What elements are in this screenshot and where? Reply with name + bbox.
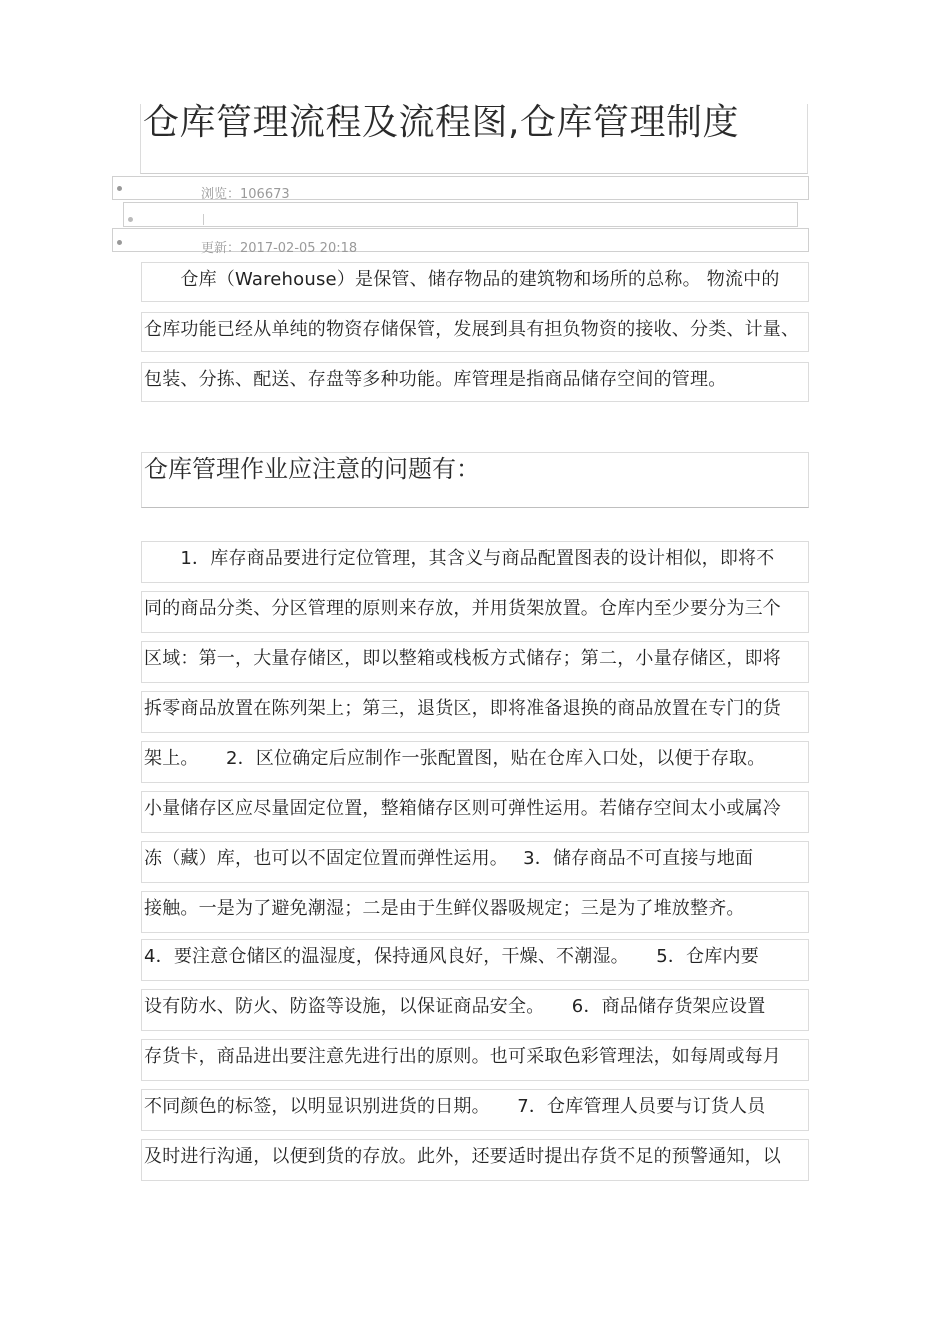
body-line: 接触。一是为了避免潮湿；二是由于生鲜仪器吸规定；三是为了堆放整齐。 bbox=[141, 891, 809, 933]
bullet-dot-icon bbox=[117, 240, 122, 245]
article-title-box bbox=[140, 104, 808, 174]
body-line: 1．库存商品要进行定位管理，其含义与商品配置图表的设计相似，即将不 bbox=[141, 541, 809, 583]
body-line: 架上。 2．区位确定后应制作一张配置图，贴在仓库入口处，以便于存取。 bbox=[141, 741, 809, 783]
intro-line: 包装、分拣、配送、存盘等多种功能。库管理是指商品储存空间的管理。 bbox=[141, 362, 809, 402]
meta-divider-row bbox=[123, 202, 798, 227]
bullet-dot-icon bbox=[117, 186, 122, 191]
intro-line: 仓库功能已经从单纯的物资存储保管，发展到具有担负物资的接收、分类、计量、 bbox=[141, 312, 809, 352]
article-title: 仓库管理流程及流程图,仓库管理制度 bbox=[143, 102, 739, 143]
section-heading-box bbox=[141, 452, 809, 508]
body-line: 同的商品分类、分区管理的原则来存放，并用货架放置。仓库内至少要分为三个 bbox=[141, 591, 809, 633]
divider-tick bbox=[203, 214, 204, 225]
views-row bbox=[112, 176, 809, 200]
body-line: 设有防水、防火、防盗等设施，以保证商品安全。 6．商品储存货架应设置 bbox=[141, 989, 809, 1031]
body-line: 冻（藏）库，也可以不固定位置而弹性运用。 3．储存商品不可直接与地面 bbox=[141, 841, 809, 883]
views-count: 浏览：106673 bbox=[201, 187, 290, 202]
bullet-dot-icon bbox=[128, 217, 133, 222]
body-line: 拆零商品放置在陈列架上；第三，退货区，即将准备退换的商品放置在专门的货 bbox=[141, 691, 809, 733]
body-line: 及时进行沟通，以便到货的存放。此外，还要适时提出存货不足的预警通知，以 bbox=[141, 1139, 809, 1181]
body-line: 小量储存区应尽量固定位置，整箱储存区则可弹性运用。若储存空间太小或属冷 bbox=[141, 791, 809, 833]
intro-line: 仓库（Warehouse）是保管、储存物品的建筑物和场所的总称。 物流中的 bbox=[141, 262, 809, 302]
body-line: 不同颜色的标签，以明显识别进货的日期。 7．仓库管理人员要与订货人员 bbox=[141, 1089, 809, 1131]
section-heading: 仓库管理作业应注意的问题有： bbox=[144, 455, 480, 483]
body-line: 存货卡，商品进出要注意先进行出的原则。也可采取色彩管理法，如每周或每月 bbox=[141, 1039, 809, 1081]
updated-date: 更新：2017-02-05 20:18 bbox=[201, 241, 358, 256]
updated-row bbox=[112, 228, 809, 256]
body-line: 区域：第一，大量存储区，即以整箱或栈板方式储存；第二，小量存储区，即将 bbox=[141, 641, 809, 683]
body-line: 4．要注意仓储区的温湿度，保持通风良好，干燥、不潮湿。 5．仓库内要 bbox=[141, 939, 809, 981]
